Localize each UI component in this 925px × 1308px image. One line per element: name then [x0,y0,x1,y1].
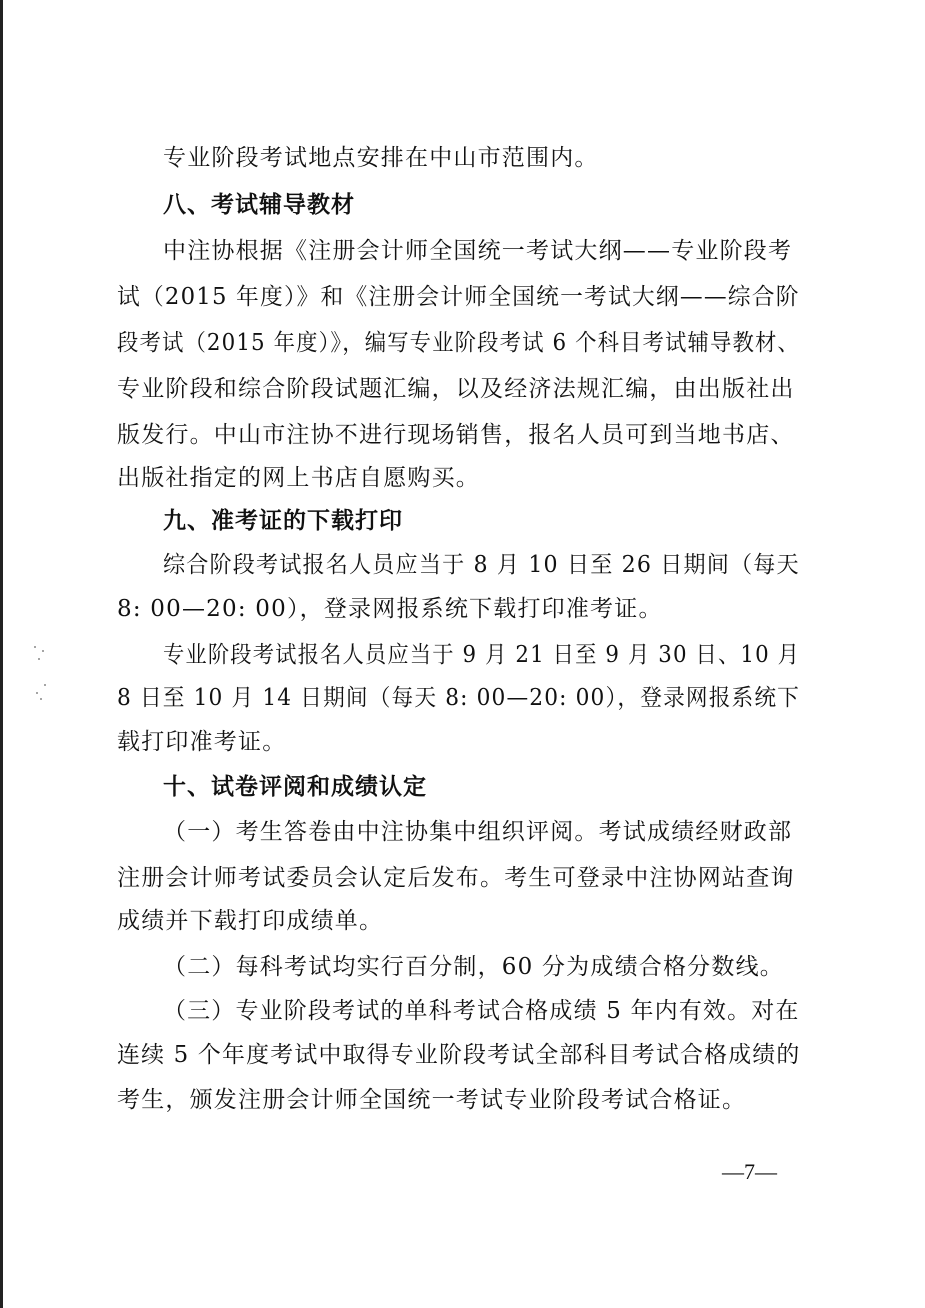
page-number: —7— [722,1159,777,1184]
paragraph-line: 8 日至 10 月 14 日期间（每天 8: 00—20: 00），登录网报系统下 [117,685,801,711]
paragraph-line: 8: 00—20: 00），登录网报系统下载打印准考证。 [117,596,663,622]
section-heading-9: 九、准考证的下载打印 [163,508,403,534]
paragraph-line: 注册会计师考试委员会认定后发布。考生可登录中注协网站查询 [117,865,795,891]
paragraph-line: 试（2015 年度）》和《注册会计师全国统一考试大纲——综合阶 [117,284,800,310]
section-heading-8: 八、考试辅导教材 [163,192,355,218]
paragraph-line: （三）专业阶段考试的单科考试合格成绩 5 年内有效。对在 [163,998,800,1024]
paragraph-line: 中注协根据《注册会计师全国统一考试大纲——专业阶段考 [163,238,793,264]
paragraph-line: 连续 5 个年度考试中取得专业阶段考试全部科目考试合格成绩的 [117,1042,801,1068]
paragraph-line: 成绩并下载打印成绩单。 [117,908,384,934]
paragraph-line: 载打印准考证。 [117,729,287,755]
paragraph-line: （一）考生答卷由中注协集中组织评阅。考试成绩经财政部 [163,819,793,845]
paragraph-line: 专业阶段和综合阶段试题汇编，以及经济法规汇编，由出版社出 [117,376,795,402]
paragraph-line: 综合阶段考试报名人员应当于 8 月 10 日至 26 日期间（每天 [163,552,800,578]
paragraph-line: 专业阶段考试报名人员应当于 9 月 21 日至 9 月 30 日、10 月 [163,642,801,668]
paragraph-line: 考生，颁发注册会计师全国统一考试专业阶段考试合格证。 [117,1087,747,1113]
paragraph-line: 版发行。中山市注协不进行现场销售，报名人员可到当地书店、 [117,422,795,448]
paragraph-line: 段考试（2015 年度）》，编写专业阶段考试 6 个科目考试辅导教材、 [117,330,800,356]
paragraph-line: （二）每科考试均实行百分制，60 分为成绩合格分数线。 [163,954,784,980]
paragraph-line: 出版社指定的网上书店自愿购买。 [117,465,480,491]
paragraph-line: 专业阶段考试地点安排在中山市范围内。 [163,145,599,171]
section-heading-10: 十、试卷评阅和成绩认定 [163,774,427,800]
